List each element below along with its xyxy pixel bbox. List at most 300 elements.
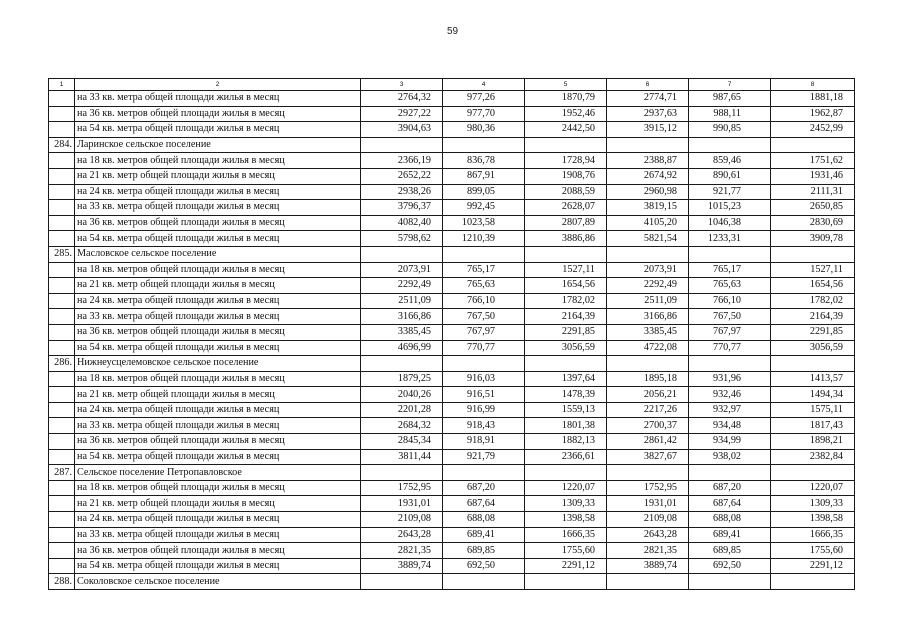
value-cell: 1931,46 [771, 168, 855, 184]
empty-cell [689, 356, 771, 372]
tariff-table [48, 78, 855, 590]
row-label: на 54 кв. метра общей площади жилья в месяц [75, 558, 361, 574]
table-row [49, 512, 855, 528]
value-cell: 934,48 [689, 418, 771, 434]
value-cell: 2830,69 [771, 215, 855, 231]
section-index: 286. [49, 356, 75, 372]
empty-cell [361, 137, 443, 153]
value-cell: 692,50 [443, 558, 525, 574]
value-cell: 2291,85 [771, 324, 855, 340]
empty-cell [607, 465, 689, 481]
value-cell: 2845,34 [361, 434, 443, 450]
value-cell: 765,17 [689, 262, 771, 278]
value-cell: 2643,28 [607, 527, 689, 543]
value-cell: 1801,38 [525, 418, 607, 434]
value-cell: 2109,08 [361, 512, 443, 528]
row-index-cell [49, 91, 75, 107]
row-index-cell [49, 480, 75, 496]
row-label: на 54 кв. метра общей площади жилья в месяц [75, 449, 361, 465]
table-row [49, 153, 855, 169]
value-cell: 3385,45 [361, 324, 443, 340]
value-cell: 1023,58 [443, 215, 525, 231]
row-index-cell [49, 371, 75, 387]
value-cell: 2442,50 [525, 122, 607, 138]
value-cell: 988,11 [689, 106, 771, 122]
row-label: на 21 кв. метр общей площади жилья в месяц [75, 387, 361, 403]
value-cell: 2366,61 [525, 449, 607, 465]
row-label: на 24 кв. метра общей площади жилья в месяц [75, 512, 361, 528]
value-cell: 2201,28 [361, 402, 443, 418]
row-index-cell [49, 153, 75, 169]
value-cell: 4696,99 [361, 340, 443, 356]
empty-cell [771, 574, 855, 590]
row-label: на 33 кв. метра общей площади жилья в месяц [75, 309, 361, 325]
table-row [49, 402, 855, 418]
value-cell: 2650,85 [771, 200, 855, 216]
value-cell: 3166,86 [361, 309, 443, 325]
row-index-cell [49, 293, 75, 309]
section-row [49, 356, 855, 372]
row-label: на 54 кв. метра общей площади жилья в месяц [75, 231, 361, 247]
value-cell: 932,97 [689, 402, 771, 418]
value-cell: 2056,21 [607, 387, 689, 403]
value-cell: 3909,78 [771, 231, 855, 247]
empty-cell [607, 246, 689, 262]
column-number: 5 [525, 79, 607, 91]
table-row [49, 496, 855, 512]
value-cell: 688,08 [443, 512, 525, 528]
row-label: на 36 кв. метров общей площади жилья в месяц [75, 324, 361, 340]
row-label: на 33 кв. метра общей площади жилья в месяц [75, 91, 361, 107]
value-cell: 765,63 [689, 278, 771, 294]
value-cell: 2684,32 [361, 418, 443, 434]
row-label: на 18 кв. метров общей площади жилья в месяц [75, 262, 361, 278]
table-row [49, 558, 855, 574]
value-cell: 1782,02 [771, 293, 855, 309]
value-cell: 2088,59 [525, 184, 607, 200]
empty-cell [361, 465, 443, 481]
row-label: на 33 кв. метра общей площади жилья в месяц [75, 200, 361, 216]
value-cell: 2674,92 [607, 168, 689, 184]
value-cell: 1879,25 [361, 371, 443, 387]
value-cell: 2807,89 [525, 215, 607, 231]
value-cell: 1751,62 [771, 153, 855, 169]
value-cell: 2164,39 [771, 309, 855, 325]
value-cell: 1882,13 [525, 434, 607, 450]
value-cell: 2511,09 [361, 293, 443, 309]
value-cell: 766,10 [443, 293, 525, 309]
table-row [49, 278, 855, 294]
value-cell: 2366,19 [361, 153, 443, 169]
value-cell: 1728,94 [525, 153, 607, 169]
value-cell: 859,46 [689, 153, 771, 169]
value-cell: 689,41 [443, 527, 525, 543]
empty-cell [443, 246, 525, 262]
value-cell: 3827,67 [607, 449, 689, 465]
section-title: Ларинское сельское поселение [75, 137, 361, 153]
column-number: 4 [443, 79, 525, 91]
page-number: 59 [446, 26, 459, 37]
value-cell: 3811,44 [361, 449, 443, 465]
row-index-cell [49, 449, 75, 465]
value-cell: 3915,12 [607, 122, 689, 138]
value-cell: 767,50 [689, 309, 771, 325]
section-index: 288. [49, 574, 75, 590]
value-cell: 2291,12 [771, 558, 855, 574]
section-title: Сельское поселение Петропавловское [75, 465, 361, 481]
value-cell: 1210,39 [443, 231, 525, 247]
value-cell: 1870,79 [525, 91, 607, 107]
empty-cell [361, 246, 443, 262]
row-label: на 18 кв. метров общей площади жилья в месяц [75, 371, 361, 387]
table-row [49, 106, 855, 122]
empty-cell [525, 246, 607, 262]
value-cell: 2164,39 [525, 309, 607, 325]
column-number: 8 [771, 79, 855, 91]
value-cell: 1309,33 [771, 496, 855, 512]
row-index-cell [49, 558, 75, 574]
value-cell: 692,50 [689, 558, 771, 574]
empty-cell [443, 356, 525, 372]
table-row [49, 231, 855, 247]
empty-cell [771, 465, 855, 481]
value-cell: 890,61 [689, 168, 771, 184]
value-cell: 867,91 [443, 168, 525, 184]
section-index: 284. [49, 137, 75, 153]
table-row [49, 449, 855, 465]
value-cell: 2821,35 [607, 543, 689, 559]
table-row [49, 543, 855, 559]
row-index-cell [49, 418, 75, 434]
value-cell: 934,99 [689, 434, 771, 450]
row-index-cell [49, 262, 75, 278]
value-cell: 1666,35 [771, 527, 855, 543]
column-number: 7 [689, 79, 771, 91]
row-label: на 24 кв. метра общей площади жилья в месяц [75, 293, 361, 309]
value-cell: 3819,15 [607, 200, 689, 216]
row-label: на 18 кв. метров общей площади жилья в месяц [75, 153, 361, 169]
value-cell: 2821,35 [361, 543, 443, 559]
value-cell: 1908,76 [525, 168, 607, 184]
row-label: на 36 кв. метров общей площади жилья в месяц [75, 543, 361, 559]
row-index-cell [49, 122, 75, 138]
row-index-cell [49, 496, 75, 512]
section-title: Нижнеусцелемовское сельское поселение [75, 356, 361, 372]
value-cell: 767,97 [689, 324, 771, 340]
value-cell: 916,03 [443, 371, 525, 387]
value-cell: 980,36 [443, 122, 525, 138]
value-cell: 2291,12 [525, 558, 607, 574]
table-row [49, 262, 855, 278]
value-cell: 2217,26 [607, 402, 689, 418]
table-row [49, 480, 855, 496]
value-cell: 2292,49 [607, 278, 689, 294]
column-number: 3 [361, 79, 443, 91]
value-cell: 916,99 [443, 402, 525, 418]
row-label: на 24 кв. метра общей площади жилья в месяц [75, 184, 361, 200]
value-cell: 767,97 [443, 324, 525, 340]
row-label: на 18 кв. метров общей площади жилья в месяц [75, 480, 361, 496]
row-index-cell [49, 340, 75, 356]
row-label: на 33 кв. метра общей площади жилья в месяц [75, 418, 361, 434]
section-row [49, 137, 855, 153]
value-cell: 2861,42 [607, 434, 689, 450]
table-row [49, 184, 855, 200]
row-index-cell [49, 543, 75, 559]
empty-cell [689, 574, 771, 590]
value-cell: 2292,49 [361, 278, 443, 294]
row-label: на 36 кв. метров общей площади жилья в месяц [75, 434, 361, 450]
value-cell: 2700,37 [607, 418, 689, 434]
value-cell: 3385,45 [607, 324, 689, 340]
empty-cell [361, 356, 443, 372]
empty-cell [607, 356, 689, 372]
row-index-cell [49, 184, 75, 200]
section-index: 285. [49, 246, 75, 262]
value-cell: 1413,57 [771, 371, 855, 387]
value-cell: 2111,31 [771, 184, 855, 200]
value-cell: 2452,99 [771, 122, 855, 138]
empty-cell [607, 574, 689, 590]
value-cell: 3904,63 [361, 122, 443, 138]
value-cell: 1398,58 [771, 512, 855, 528]
value-cell: 5821,54 [607, 231, 689, 247]
empty-cell [771, 356, 855, 372]
value-cell: 3056,59 [771, 340, 855, 356]
value-cell: 977,70 [443, 106, 525, 122]
value-cell: 1666,35 [525, 527, 607, 543]
value-cell: 1755,60 [525, 543, 607, 559]
value-cell: 3166,86 [607, 309, 689, 325]
value-cell: 932,46 [689, 387, 771, 403]
value-cell: 1309,33 [525, 496, 607, 512]
row-index-cell [49, 512, 75, 528]
table-row [49, 200, 855, 216]
table-row [49, 371, 855, 387]
value-cell: 1952,46 [525, 106, 607, 122]
value-cell: 2927,22 [361, 106, 443, 122]
value-cell: 689,85 [689, 543, 771, 559]
value-cell: 2643,28 [361, 527, 443, 543]
row-index-cell [49, 278, 75, 294]
section-title: Масловское сельское поселение [75, 246, 361, 262]
table-row [49, 293, 855, 309]
value-cell: 688,08 [689, 512, 771, 528]
value-cell: 990,85 [689, 122, 771, 138]
value-cell: 687,20 [689, 480, 771, 496]
empty-cell [689, 137, 771, 153]
value-cell: 1015,23 [689, 200, 771, 216]
value-cell: 1654,56 [771, 278, 855, 294]
value-cell: 1962,87 [771, 106, 855, 122]
value-cell: 2073,91 [361, 262, 443, 278]
table-row [49, 324, 855, 340]
value-cell: 689,41 [689, 527, 771, 543]
column-number: 2 [75, 79, 361, 91]
value-cell: 2960,98 [607, 184, 689, 200]
row-index-cell [49, 387, 75, 403]
section-row [49, 246, 855, 262]
column-number-row [49, 79, 855, 91]
value-cell: 687,64 [689, 496, 771, 512]
value-cell: 1817,43 [771, 418, 855, 434]
empty-cell [771, 246, 855, 262]
value-cell: 689,85 [443, 543, 525, 559]
value-cell: 1397,64 [525, 371, 607, 387]
row-index-cell [49, 309, 75, 325]
table-row [49, 387, 855, 403]
table-row [49, 215, 855, 231]
table-row [49, 122, 855, 138]
value-cell: 1755,60 [771, 543, 855, 559]
value-cell: 2652,22 [361, 168, 443, 184]
table-row [49, 91, 855, 107]
empty-cell [525, 465, 607, 481]
value-cell: 987,65 [689, 91, 771, 107]
value-cell: 2938,26 [361, 184, 443, 200]
row-label: на 54 кв. метра общей площади жилья в месяц [75, 340, 361, 356]
table-row [49, 168, 855, 184]
value-cell: 5798,62 [361, 231, 443, 247]
value-cell: 2774,71 [607, 91, 689, 107]
empty-cell [689, 246, 771, 262]
value-cell: 4105,20 [607, 215, 689, 231]
value-cell: 766,10 [689, 293, 771, 309]
row-index-cell [49, 434, 75, 450]
value-cell: 1931,01 [607, 496, 689, 512]
value-cell: 921,77 [689, 184, 771, 200]
value-cell: 899,05 [443, 184, 525, 200]
row-label: на 21 кв. метр общей площади жилья в месяц [75, 278, 361, 294]
row-label: на 36 кв. метров общей площади жилья в месяц [75, 215, 361, 231]
value-cell: 931,96 [689, 371, 771, 387]
value-cell: 1398,58 [525, 512, 607, 528]
value-cell: 2764,32 [361, 91, 443, 107]
row-label: на 21 кв. метр общей площади жилья в месяц [75, 496, 361, 512]
value-cell: 2109,08 [607, 512, 689, 528]
value-cell: 3889,74 [361, 558, 443, 574]
value-cell: 992,45 [443, 200, 525, 216]
value-cell: 918,91 [443, 434, 525, 450]
value-cell: 1898,21 [771, 434, 855, 450]
value-cell: 1931,01 [361, 496, 443, 512]
value-cell: 2628,07 [525, 200, 607, 216]
value-cell: 1881,18 [771, 91, 855, 107]
row-index-cell [49, 231, 75, 247]
row-index-cell [49, 106, 75, 122]
value-cell: 1220,07 [525, 480, 607, 496]
value-cell: 1895,18 [607, 371, 689, 387]
value-cell: 836,78 [443, 153, 525, 169]
empty-cell [525, 137, 607, 153]
value-cell: 977,26 [443, 91, 525, 107]
value-cell: 2388,87 [607, 153, 689, 169]
value-cell: 1046,38 [689, 215, 771, 231]
section-title: Соколовское сельское поселение [75, 574, 361, 590]
value-cell: 938,02 [689, 449, 771, 465]
value-cell: 765,63 [443, 278, 525, 294]
value-cell: 1752,95 [361, 480, 443, 496]
value-cell: 2291,85 [525, 324, 607, 340]
value-cell: 1527,11 [525, 262, 607, 278]
value-cell: 918,43 [443, 418, 525, 434]
value-cell: 1575,11 [771, 402, 855, 418]
row-label: на 33 кв. метра общей площади жилья в месяц [75, 527, 361, 543]
value-cell: 916,51 [443, 387, 525, 403]
column-number: 6 [607, 79, 689, 91]
row-label: на 21 кв. метр общей площади жилья в месяц [75, 168, 361, 184]
row-index-cell [49, 168, 75, 184]
value-cell: 1478,39 [525, 387, 607, 403]
empty-cell [689, 465, 771, 481]
table-row [49, 418, 855, 434]
column-number: 1 [49, 79, 75, 91]
value-cell: 4722,08 [607, 340, 689, 356]
empty-cell [361, 574, 443, 590]
row-index-cell [49, 527, 75, 543]
row-index-cell [49, 324, 75, 340]
value-cell: 765,17 [443, 262, 525, 278]
value-cell: 3889,74 [607, 558, 689, 574]
value-cell: 2937,63 [607, 106, 689, 122]
empty-cell [771, 137, 855, 153]
empty-cell [525, 356, 607, 372]
value-cell: 1559,13 [525, 402, 607, 418]
empty-cell [443, 137, 525, 153]
value-cell: 2073,91 [607, 262, 689, 278]
table-body [49, 79, 855, 590]
empty-cell [607, 137, 689, 153]
empty-cell [443, 574, 525, 590]
value-cell: 2511,09 [607, 293, 689, 309]
row-label: на 54 кв. метра общей площади жилья в месяц [75, 122, 361, 138]
value-cell: 1494,34 [771, 387, 855, 403]
value-cell: 1527,11 [771, 262, 855, 278]
row-index-cell [49, 215, 75, 231]
value-cell: 2040,26 [361, 387, 443, 403]
table-row [49, 527, 855, 543]
row-index-cell [49, 200, 75, 216]
value-cell: 3886,86 [525, 231, 607, 247]
section-row [49, 574, 855, 590]
value-cell: 4082,40 [361, 215, 443, 231]
value-cell: 1233,31 [689, 231, 771, 247]
table-row [49, 434, 855, 450]
section-row [49, 465, 855, 481]
value-cell: 687,20 [443, 480, 525, 496]
value-cell: 921,79 [443, 449, 525, 465]
table-row [49, 340, 855, 356]
value-cell: 3056,59 [525, 340, 607, 356]
empty-cell [525, 574, 607, 590]
value-cell: 687,64 [443, 496, 525, 512]
value-cell: 770,77 [689, 340, 771, 356]
row-label: на 36 кв. метров общей площади жилья в месяц [75, 106, 361, 122]
value-cell: 3796,37 [361, 200, 443, 216]
value-cell: 1782,02 [525, 293, 607, 309]
value-cell: 1220,07 [771, 480, 855, 496]
empty-cell [443, 465, 525, 481]
value-cell: 770,77 [443, 340, 525, 356]
value-cell: 1654,56 [525, 278, 607, 294]
row-label: на 24 кв. метра общей площади жилья в месяц [75, 402, 361, 418]
value-cell: 767,50 [443, 309, 525, 325]
table-row [49, 309, 855, 325]
value-cell: 1752,95 [607, 480, 689, 496]
row-index-cell [49, 402, 75, 418]
value-cell: 2382,84 [771, 449, 855, 465]
section-index: 287. [49, 465, 75, 481]
